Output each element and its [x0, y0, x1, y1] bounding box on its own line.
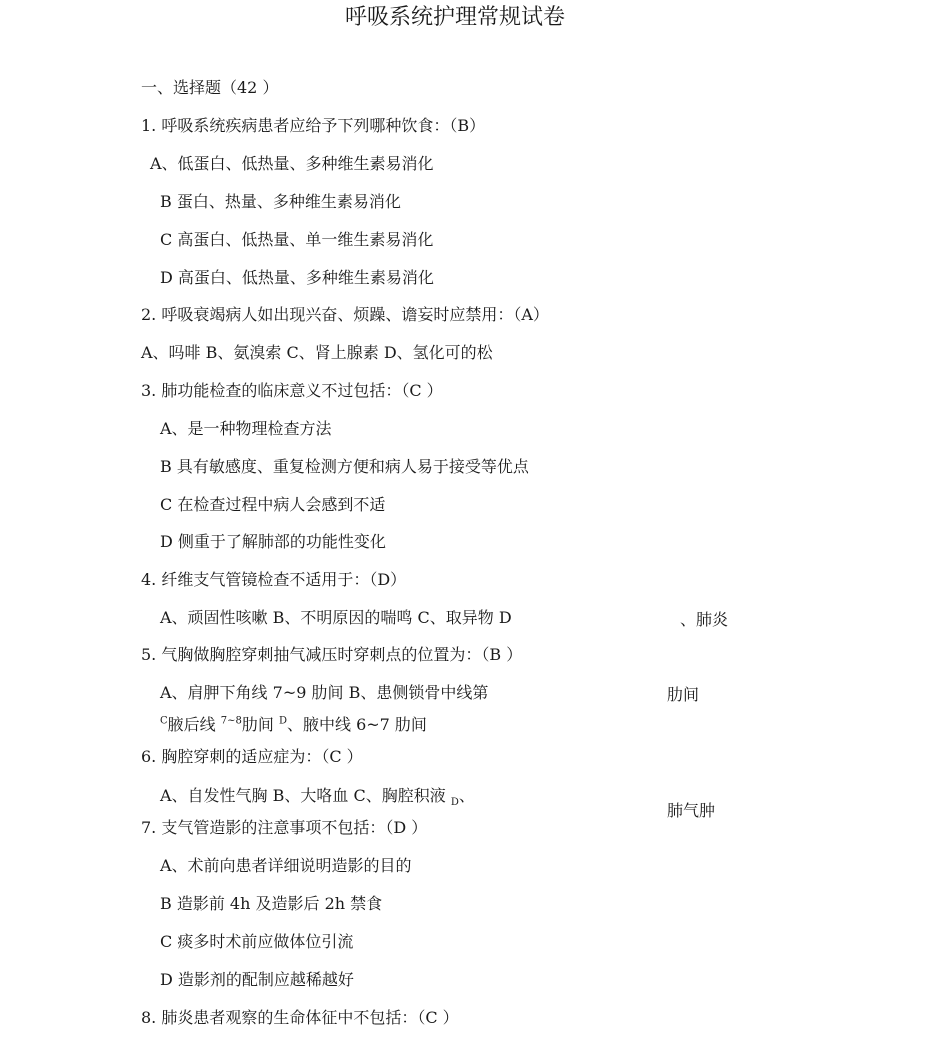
- question-5-options-line2: [160, 714, 427, 736]
- question-5-option-b-tail: 肋间: [667, 685, 700, 704]
- question-7-option-b: B 造影前 4h 及造影后 2h 禁食: [160, 894, 383, 913]
- question-3-option-c: C 在检查过程中病人会感到不适: [160, 495, 386, 514]
- question-1-option-b: B 蛋白、热量、多种维生素易消化: [160, 192, 401, 211]
- question-6-options: [160, 785, 475, 808]
- question-2-stem: 2. 呼吸衰竭病人如出现兴奋、烦躁、谵妄时应禁用：（A）: [141, 305, 549, 324]
- question-3-option-a: A、是一种物理检查方法: [160, 419, 332, 438]
- question-3-option-d: D 侧重于了解肺部的功能性变化: [160, 532, 386, 551]
- option-d-text: 、腋中线 6~7 肋间: [286, 715, 427, 734]
- question-5-options: A、肩胛下角线 7~9 肋间 B、患侧锁骨中线第: [160, 683, 489, 702]
- question-1-option-d: D 高蛋白、低热量、多种维生素易消化: [160, 268, 434, 287]
- question-3-stem: 3. 肺功能检查的临床意义不过包括：（C ）: [141, 381, 443, 400]
- question-4-option-d-text: 、肺炎: [680, 610, 729, 629]
- question-4-stem: 4. 纤维支气管镜检查不适用于：（D）: [141, 570, 407, 589]
- range-mark: 7~8: [220, 715, 242, 727]
- question-6-option-d-text: 肺气肿: [667, 801, 716, 820]
- question-4-options: A、顽固性咳嗽 B、不明原因的喘鸣 C、取异物 D: [160, 608, 512, 627]
- question-3-option-b: B 具有敏感度、重复检测方便和病人易于接受等优点: [160, 457, 529, 476]
- question-8-stem: 8. 肺炎患者观察的生命体征中不包括：（C ）: [141, 1008, 459, 1027]
- question-7-option-a: A、术前向患者详细说明造影的目的: [160, 856, 412, 875]
- question-7-option-c: C 痰多时术前应做体位引流: [160, 932, 354, 951]
- question-7-option-d: D 造影剂的配制应越稀越好: [160, 970, 354, 989]
- option-d-tail: 、: [458, 786, 475, 805]
- option-c-tail: 肋间: [241, 715, 279, 734]
- question-7-stem: 7. 支气管造影的注意事项不包括：（D ）: [141, 818, 428, 837]
- question-6-stem: 6. 胸腔穿刺的适应症为：（C ）: [141, 747, 363, 766]
- option-c-text: 腋后线: [167, 715, 221, 734]
- option-d-mark: D: [278, 715, 287, 727]
- exam-title: 呼吸系统护理常规试卷: [344, 5, 565, 30]
- question-1-option-a: A、低蛋白、低热量、多种维生素易消化: [150, 154, 434, 173]
- question-1-option-c: C 高蛋白、低热量、单一维生素易消化: [160, 230, 434, 249]
- question-1-stem: 1. 呼吸系统疾病患者应给予下列哪种饮食：（B）: [141, 116, 486, 135]
- option-c-mark: C: [160, 715, 168, 727]
- section-heading: 一、选择题（42 ）: [141, 78, 279, 97]
- question-5-stem: 5. 气胸做胸腔穿刺抽气减压时穿刺点的位置为：（B ）: [141, 645, 523, 664]
- question-6-options-text: A、自发性气胸 B、大咯血 C、胸腔积液: [160, 786, 451, 805]
- option-d-mark: D: [450, 797, 459, 809]
- question-2-options: A、吗啡 B、氨溴索 C、肾上腺素 D、氢化可的松: [141, 343, 493, 362]
